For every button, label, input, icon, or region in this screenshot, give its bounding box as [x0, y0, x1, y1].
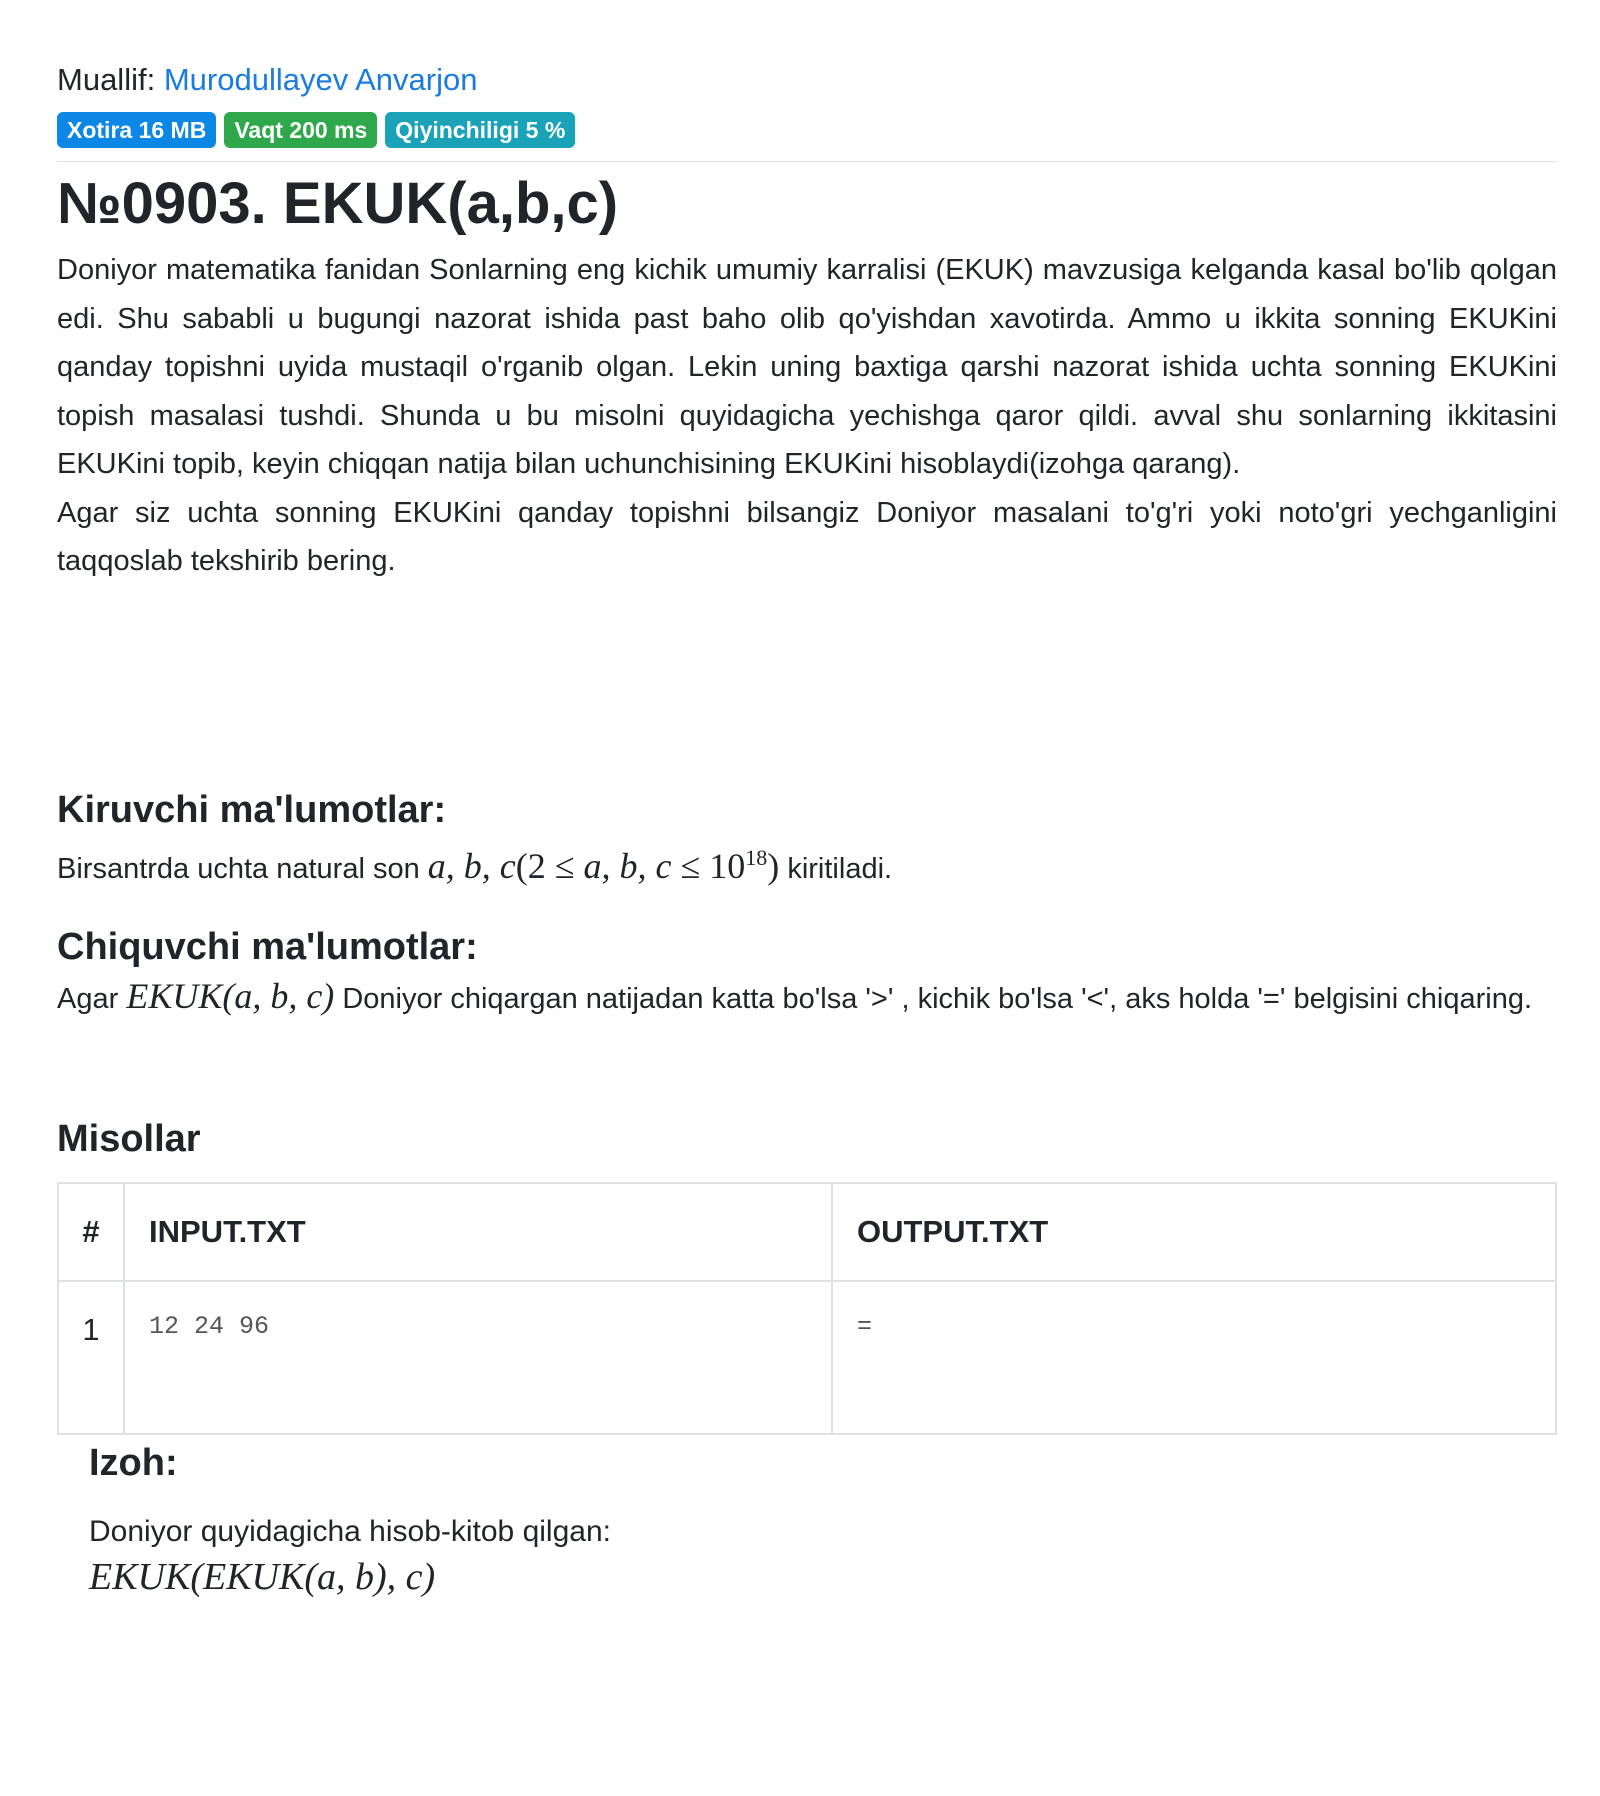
- output-heading: Chiquvchi ma'lumotlar:: [57, 926, 478, 968]
- column-header-output: OUTPUT.TXT: [832, 1183, 1556, 1281]
- problem-title: №0903. EKUK(a,b,c): [57, 171, 619, 236]
- note-formula: EKUK(EKUK(a, b), c): [89, 1556, 436, 1598]
- column-header-number: #: [58, 1183, 124, 1281]
- difficulty-badge: Qiyinchiligi 5 %: [385, 112, 575, 148]
- author-label: Muallif:: [57, 62, 156, 97]
- note-text: Doniyor quyidagicha hisob-kitob qilgan:: [89, 1515, 611, 1548]
- output-cell[interactable]: =: [832, 1281, 1556, 1434]
- input-math-exp: 18: [745, 845, 768, 870]
- problem-statement: [57, 246, 1557, 586]
- statement-paragraph-2: Agar siz uchta sonning EKUKini qanday topishni bilsangiz Doniyor masalani to'g'ri yoki noto'gri yechganligini taqqoslab tekshirib bering.: [57, 496, 1557, 577]
- input-cell[interactable]: 12 24 96: [124, 1281, 832, 1434]
- output-text-after: Doniyor chiqargan natijadan katta bo'lsa '>' , kichik bo'lsa '<', aks holda '=' belgisini chiqaring.: [342, 983, 1533, 1015]
- input-math-vars: a, b, c: [427, 846, 516, 886]
- input-heading: Kiruvchi ma'lumotlar:: [57, 789, 447, 831]
- input-text-after: kiritiladi.: [787, 853, 893, 885]
- input-math-open: (2 ≤: [515, 846, 584, 886]
- input-math-mid: a, b, c: [583, 846, 672, 886]
- input-text-before: Birsantrda uchta natural son: [57, 853, 420, 885]
- output-math: EKUK(a, b, c): [126, 976, 335, 1016]
- examples-table: [57, 1182, 1557, 1435]
- author-link[interactable]: Murodullayev Anvarjon: [163, 62, 478, 97]
- input-math-le: ≤ 10: [671, 846, 746, 886]
- output-description: [57, 972, 1557, 1023]
- input-math: [428, 846, 779, 886]
- note-heading: Izoh:: [89, 1442, 178, 1484]
- author-line: [57, 58, 477, 102]
- input-description: [57, 834, 1557, 893]
- divider: [57, 161, 1557, 162]
- statement-paragraph-1: Doniyor matematika fanidan Sonlarning eng kichik umumiy karralisi (EKUK) mavzusiga kelganda kasal bo'lib qolgan edi. Shu sababli u bugungi nazorat ishida past baho olib qo'yishdan xavotirda. Ammo u ikkita sonning EKUKini qanday topishni uyida mustaqil o'rganib olgan. Lekin uning baxtiga qarshi nazorat ishida uchta sonning EKUKini topish masalasi tushdi. Shunda u bu misolni quyidagicha yechishga qaror qildi. avval shu sonlarning ikkitasini EKUKini topib, keyin chiqqan natija bilan uchunchisining EKUKini hisoblaydi(izohga qarang).: [57, 254, 1557, 480]
- note-section: [89, 1438, 1489, 1602]
- examples-heading: Misollar: [57, 1118, 201, 1160]
- table-row: [58, 1281, 1556, 1434]
- table-header-row: [58, 1183, 1556, 1281]
- output-text-before: Agar: [57, 983, 119, 1015]
- column-header-input: INPUT.TXT: [124, 1183, 832, 1281]
- time-limit-badge: Vaqt 200 ms: [224, 112, 377, 148]
- input-math-close: ): [767, 846, 780, 886]
- badge-group: [57, 112, 575, 148]
- memory-limit-badge: Xotira 16 MB: [57, 112, 216, 148]
- row-number: 1: [58, 1281, 124, 1434]
